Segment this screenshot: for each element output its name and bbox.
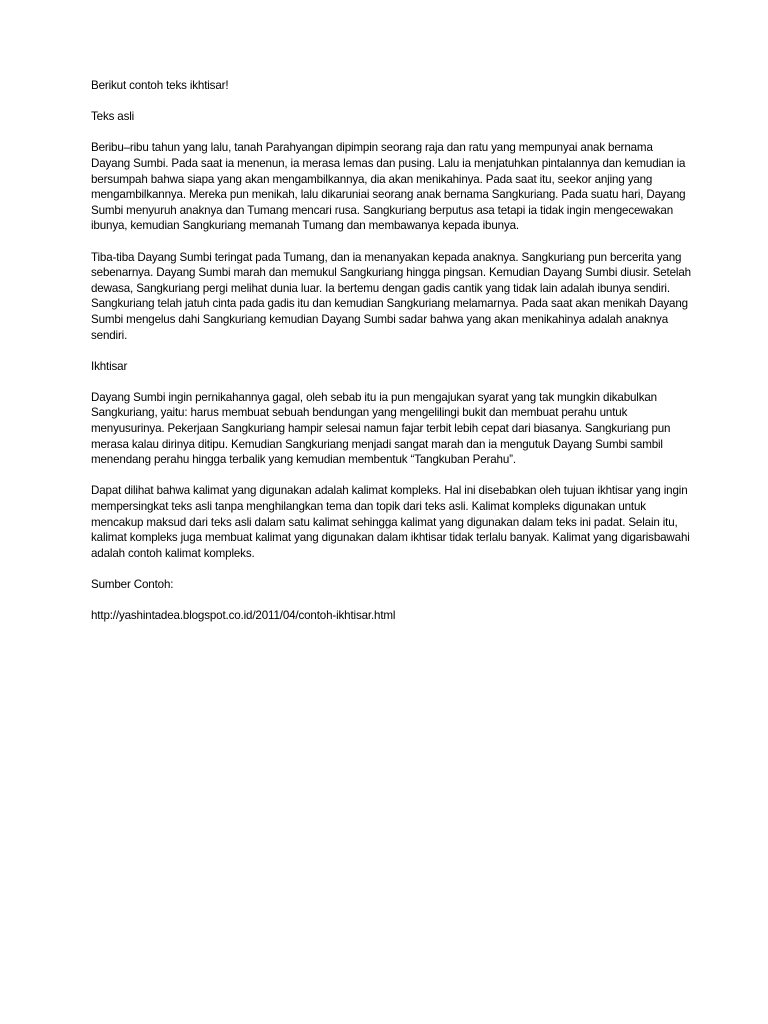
source-label: Sumber Contoh: [91, 578, 174, 591]
explanation-paragraph: Dapat dilihat bahwa kalimat yang digunakan adalah kalimat kompleks. Hal ini disebabkan oleh tujuan ikhtisar yang ingin mempersingkat teks asli tanpa menghilangkan tema dan topik dari teks asli. Kalimat kompleks digunakan untuk mencakup maksud dari teks asli dalam satu kalimat sehingga kalimat yang digunakan dalam teks ini padat. Selain itu, kalimat kompleks juga membuat kalimat yang digunakan dalam ikhtisar tidak terlalu banyak. Kalimat yang digarisbawahi adalah contoh kalimat kompleks. [91, 484, 690, 560]
heading-original-text: Teks asli [91, 110, 135, 124]
summary-paragraph: Dayang Sumbi ingin pernikahannya gagal, oleh sebab itu ia pun mengajukan syarat yang tak mungkin dikabulkan Sangkuriang, yaitu: harus membuat sebuah bendungan yang mengelilingi bukit dan membuat perahu untuk menyusurinya. Pekerjaan Sangkuriang hampir selesai namun fajar terbit lebih cepat dari biasanya. Sangkuriang pun merasa kalau dirinya ditipu. Kemudian Sangkuriang menjadi sangat marah dan ia mengutuk Dayang Sumbi sambil menendang perahu hingga terbalik yang kemudian membentuk “Tangkuban Perahu”. [91, 390, 671, 467]
original-paragraph-1: Beribu–ribu tahun yang lalu, tanah Parahyangan dipimpin seorang raja dan ratu yang mempunyai anak bernama Dayang Sumbi. Pada saat ia menenun, ia merasa lemas dan pusing. Lalu ia menjatuhkan pintalannya dan kemudian ia bersumpah bahwa siapa yang akan mengambilkannya, dia akan menikahinya. Pada saat itu, seekor anjing yang mengambilkannya. Mereka pun menikah, lalu dikaruniai seorang anak bernama Sangkuriang. Pada suatu hari, Dayang Sumbi menyuruh anaknya dan Tumang mencari rusa. Sangkuriang berputus asa tetapi ia tidak ingin mengecewakan ibunya, kemudian Sangkuriang memanah Tumang dan membawanya kepada ibunya. [91, 141, 686, 233]
intro-line: Berikut contoh teks ikhtisar! [91, 79, 229, 92]
document-body [91, 78, 691, 624]
source-url: http://yashintadea.blogspot.co.id/2011/04/contoh-ikhtisar.html [91, 609, 396, 623]
heading-summary: Ikhtisar [91, 359, 128, 373]
original-paragraph-2: Tiba-tiba Dayang Sumbi teringat pada Tumang, dan ia menanyakan kepada anaknya. Sangkuriang pun bercerita yang sebenarnya. Dayang Sumbi marah dan memukul Sangkuriang hingga pingsan. Kemudian Dayang Sumbi diusir. Setelah dewasa, Sangkuriang pergi melihat dunia luar. Ia bertemu dengan gadis cantik yang tidak lain adalah ibunya sendiri. Sangkuriang telah jatuh cinta pada gadis itu dan kemudian Sangkuriang melamarnya. Pada saat akan menikah Dayang Sumbi mengelus dahi Sangkuriang kemudian Dayang Sumbi sadar bahwa yang akan menikahinya adalah anaknya sendiri. [91, 250, 691, 342]
